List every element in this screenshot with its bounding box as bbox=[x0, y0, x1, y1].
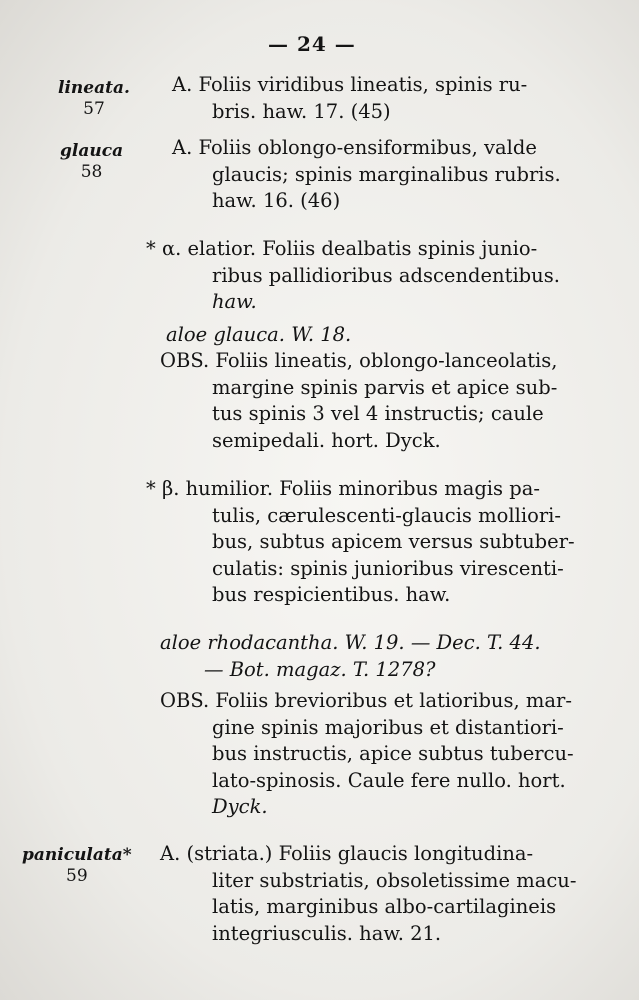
margin-species-number: 57 bbox=[83, 99, 105, 119]
text-line: liter substriatis, obsoletissime macu- bbox=[212, 868, 577, 892]
text-line: OBS. Foliis lineatis, oblongo-lanceolatis, bbox=[160, 349, 558, 372]
text-line: glaucis; spinis marginalibus rubris. bbox=[212, 162, 561, 186]
page-number: — 24 — bbox=[268, 32, 356, 56]
margin-species-number: 58 bbox=[80, 162, 103, 182]
text-line: * α. elatior. Foliis dealbatis spinis junio- bbox=[146, 237, 538, 260]
text-line: OBS. Foliis brevioribus et latioribus, mar- bbox=[160, 689, 572, 712]
entry-synonym-aloe-glauca bbox=[160, 322, 620, 349]
text-line: integriusculis. haw. 21. bbox=[212, 921, 442, 945]
entry-beta-humilior bbox=[146, 476, 620, 609]
text-line: tus spinis 3 vel 4 instructis; caule bbox=[212, 402, 544, 425]
text-line: tulis, cærulescenti-glaucis molliori- bbox=[212, 503, 561, 527]
text-line: bris. haw. 17. (45) bbox=[212, 99, 391, 123]
text-line: A. Foliis viridibus lineatis, spinis ru- bbox=[172, 73, 528, 96]
text-line: margine spinis parvis et apice sub- bbox=[212, 375, 558, 399]
text-line: aloe rhodacantha. W. 19. — Dec. T. 44. bbox=[160, 631, 541, 654]
margin-label-paniculata bbox=[22, 845, 132, 887]
entry-glauca bbox=[160, 135, 620, 215]
entry-observation-2 bbox=[160, 688, 620, 821]
text-line: bus respicientibus. haw. bbox=[212, 583, 451, 606]
text-line: aloe glauca. W. 18. bbox=[166, 323, 352, 346]
text-line: lato-spinosis. Caule fere nullo. hort. bbox=[212, 768, 566, 792]
margin-label-glauca bbox=[60, 141, 123, 183]
text-line: latis, marginibus albo-cartilagineis bbox=[212, 895, 557, 918]
text-line: A. (striata.) Foliis glaucis longitudina- bbox=[160, 842, 534, 865]
entry-alpha-elatior bbox=[146, 236, 620, 316]
margin-label-lineata bbox=[58, 78, 130, 120]
entry-lineata bbox=[160, 72, 620, 125]
margin-species-name: glauca bbox=[60, 141, 124, 161]
text-line: — Bot. magaz. T. 1278? bbox=[204, 657, 436, 681]
margin-species-number: 59 bbox=[66, 866, 88, 886]
margin-species-name: paniculata* bbox=[22, 845, 132, 865]
entry-synonym-aloe-rhodacantha bbox=[160, 630, 620, 683]
text-line: haw. bbox=[212, 290, 257, 313]
text-line: bus instructis, apice subtus tubercu- bbox=[212, 742, 574, 765]
text-line: Dyck. bbox=[212, 795, 268, 818]
entry-paniculata bbox=[160, 841, 620, 947]
text-line: gine spinis majoribus et distantiori- bbox=[212, 715, 564, 739]
text-line: * β. humilior. Foliis minoribus magis pa- bbox=[146, 477, 540, 500]
text-line: culatis: spinis junioribus virescenti- bbox=[212, 556, 564, 580]
text-line: bus, subtus apicem versus subtuber- bbox=[212, 530, 575, 553]
text-line: ribus pallidioribus adscendentibus. bbox=[212, 263, 560, 287]
text-line: haw. 16. (46) bbox=[212, 189, 341, 212]
margin-species-name: lineata. bbox=[58, 78, 130, 98]
text-line: A. Foliis oblongo-ensiformibus, valde bbox=[172, 136, 537, 159]
text-line: semipedali. hort. Dyck. bbox=[212, 428, 441, 452]
entry-observation-1 bbox=[160, 348, 620, 454]
